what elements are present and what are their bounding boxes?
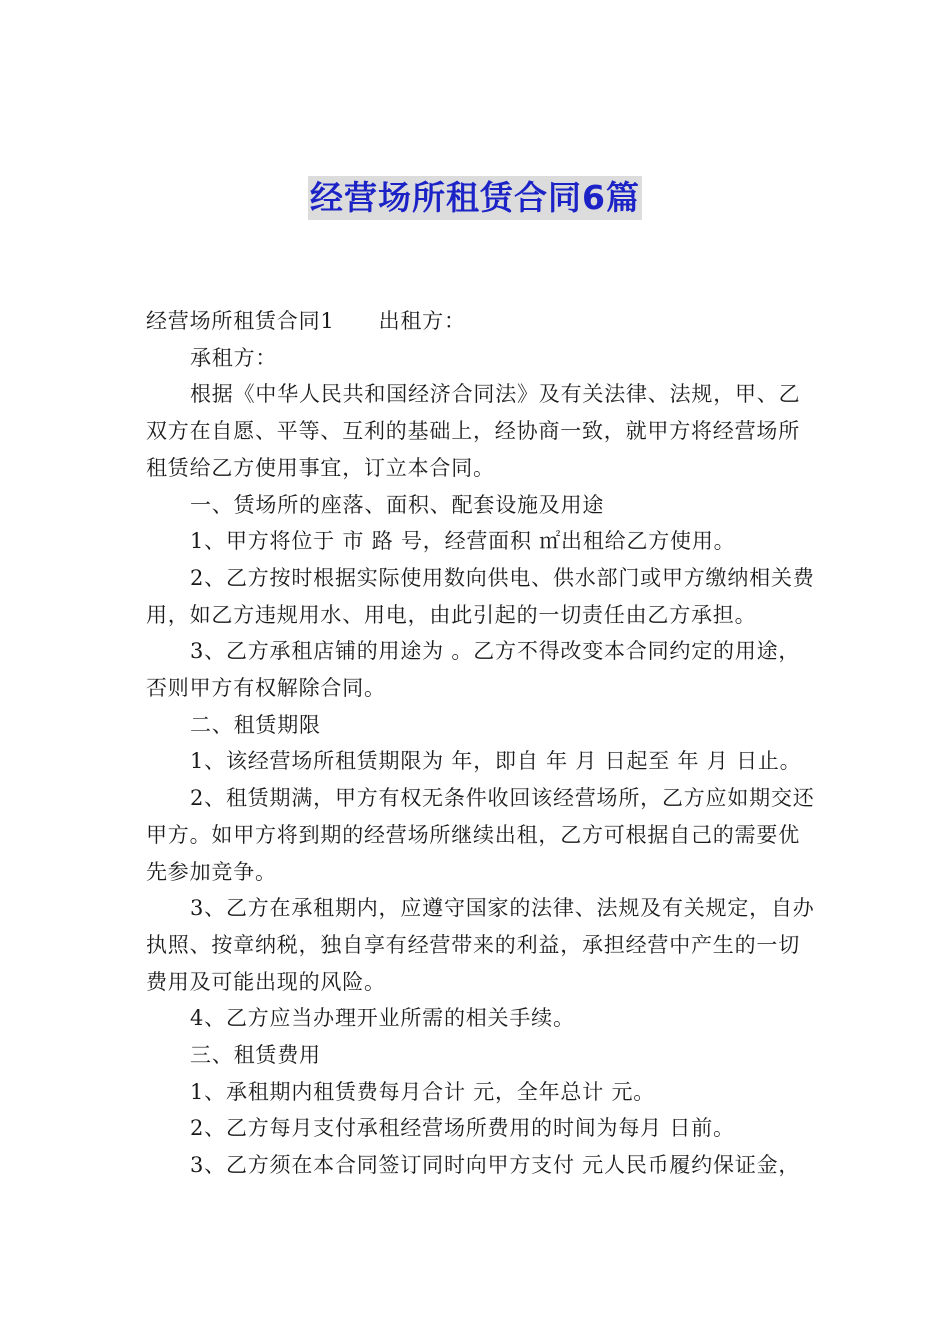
document-title: 经营场所租赁合同6篇 (308, 176, 642, 220)
paragraph-14: 1、承租期内租赁费每月合计 元，全年总计 元。 (190, 1079, 656, 1104)
paragraph-3: 根据《中华人民共和国经济合同法》及有关法律、法规，甲、乙双方在自愿、平等、互利的基础上，经协商一致，就甲方将经营场所租赁给乙方使用事宜，订立本合同。 (146, 382, 801, 480)
paragraph-15: 2、乙方每月支付承租经营场所费用的时间为每月 日前。 (190, 1116, 735, 1141)
contract-heading: 经营场所租赁合同1 (146, 309, 335, 333)
lessor-label: 出租方： (378, 309, 466, 333)
paragraph-11: 3、乙方在承租期内，应遵守国家的法律、法规及有关规定，自办执照、按章纳税，独自享有经营带来的利益，承担经营中产生的一切费用及可能出现的风险。 (146, 896, 815, 994)
paragraph-6: 2、乙方按时根据实际使用数向供电、供水部门或甲方缴纳相关费用，如乙方违规用水、用电，由此引起的一切责任由乙方承担。 (146, 565, 815, 627)
paragraph-2: 承租方： (190, 345, 278, 370)
document-body (146, 303, 821, 1184)
paragraph-9: 1、该经营场所租赁期限为 年，即自 年 月 日起至 年 月 日止。 (190, 749, 802, 774)
paragraph-7: 3、乙方承租店铺的用途为 。乙方不得改变本合同约定的用途，否则甲方有权解除合同。 (146, 639, 801, 701)
paragraph-8: 二、租赁期限 (190, 712, 321, 737)
paragraph-16: 3、乙方须在本合同签订同时向甲方支付 元人民币履约保证金， (190, 1153, 801, 1178)
paragraph-10: 2、租赁期满，甲方有权无条件收回该经营场所，乙方应如期交还甲方。如甲方将到期的经营场所继续出租，乙方可根据自己的需要优先参加竞争。 (146, 786, 815, 884)
paragraph-4: 一、赁场所的座落、面积、配套设施及用途 (190, 492, 605, 517)
paragraph-12: 4、乙方应当办理开业所需的相关手续。 (190, 1006, 575, 1031)
paragraph-5: 1、甲方将位于 市 路 号，经营面积 ㎡出租给乙方使用。 (190, 529, 736, 554)
paragraph-13: 三、租赁费用 (190, 1043, 321, 1068)
title-container (0, 176, 950, 220)
paragraph-1 (146, 303, 821, 340)
